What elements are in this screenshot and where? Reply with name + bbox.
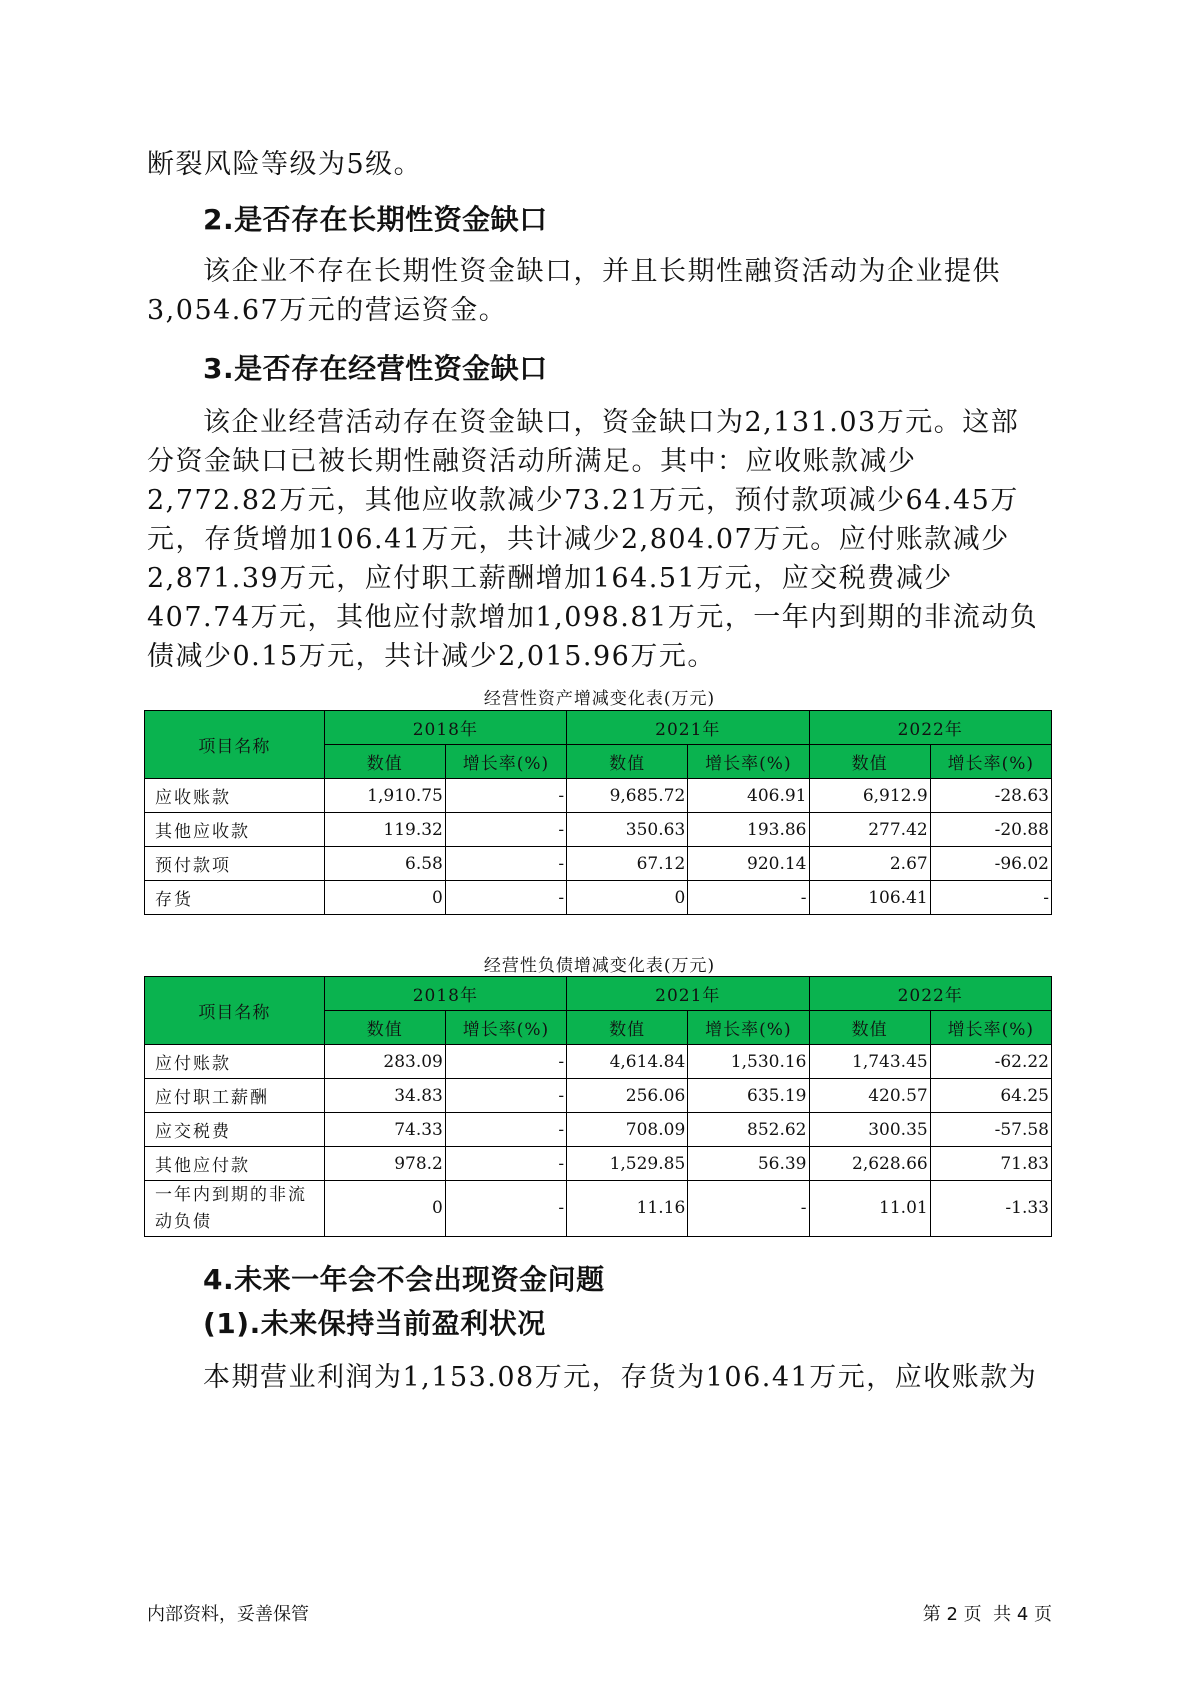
- header-value: 数值: [324, 1011, 445, 1045]
- row-item-name: 应收账款: [145, 779, 325, 813]
- footer-confidential-note: 内部资料，妥善保管: [147, 1604, 309, 1625]
- header-value: 数值: [567, 745, 688, 779]
- operating-assets-table: [144, 710, 1052, 915]
- cell-growth-rate: 193.86: [688, 813, 809, 847]
- row-item-name: 应付职工薪酬: [145, 1079, 325, 1113]
- cell-growth-rate: -: [445, 1147, 566, 1181]
- cell-growth-rate: -: [930, 881, 1051, 915]
- header-value: 数值: [809, 745, 930, 779]
- header-year-2021: 2021年: [567, 977, 809, 1011]
- cell-growth-rate: -: [445, 1113, 566, 1147]
- header-growth: 增长率(%): [930, 1011, 1051, 1045]
- cell-growth-rate: 406.91: [688, 779, 809, 813]
- cell-growth-rate: -20.88: [930, 813, 1051, 847]
- row-item-name: 其他应付款: [145, 1147, 325, 1181]
- cell-growth-rate: 635.19: [688, 1079, 809, 1113]
- header-year-2018: 2018年: [324, 711, 566, 745]
- cell-value: 0: [324, 881, 445, 915]
- table-row: [145, 1181, 1052, 1237]
- cell-value: 2.67: [809, 847, 930, 881]
- header-value: 数值: [809, 1011, 930, 1045]
- cell-value: 34.83: [324, 1079, 445, 1113]
- header-value: 数值: [567, 1011, 688, 1045]
- row-item-name: 其他应收款: [145, 813, 325, 847]
- table-row: [145, 1045, 1052, 1079]
- cell-value: 256.06: [567, 1079, 688, 1113]
- table-header-row: [145, 977, 1052, 1011]
- header-growth: 增长率(%): [688, 1011, 809, 1045]
- cell-growth-rate: -: [445, 1181, 566, 1237]
- table-row: [145, 813, 1052, 847]
- cell-value: 283.09: [324, 1045, 445, 1079]
- table-row: [145, 847, 1052, 881]
- cell-value: 106.41: [809, 881, 930, 915]
- cell-growth-rate: -1.33: [930, 1181, 1051, 1237]
- header-growth: 增长率(%): [688, 745, 809, 779]
- row-item-name: 应交税费: [145, 1113, 325, 1147]
- paragraph-operating-gap: 该企业经营活动存在资金缺口，资金缺口为2,131.03万元。这部分资金缺口已被长期性融资活动所满足。其中：应收账款减少2,772.82万元，其他应收款减少73.21万元，预付款项减少64.45万元，存货增加106.41万元，共计减少2,804.07万元。应付账款减少2,871.39万元，应付职工薪酬增加164.51万元，应交税费减少407.74万元，其他应付款增加1,098.81万元，一年内到期的非流动负债减少0.15万元，共计减少2,015.96万元。: [147, 407, 1039, 672]
- cell-value: 9,685.72: [567, 779, 688, 813]
- paragraph-operating-profit: 本期营业利润为1,153.08万元，存货为106.41万元，应收账款为: [203, 1362, 1038, 1393]
- cell-value: 6,912.9: [809, 779, 930, 813]
- table-caption-assets: 经营性资产增减变化表(万元): [483, 689, 716, 709]
- cell-growth-rate: -62.22: [930, 1045, 1051, 1079]
- heading-next-year-funding: 4.未来一年会不会出现资金问题: [203, 1263, 605, 1296]
- header-year-2022: 2022年: [809, 711, 1052, 745]
- cell-growth-rate: -: [688, 881, 809, 915]
- cell-growth-rate: -: [445, 847, 566, 881]
- cell-growth-rate: -: [445, 813, 566, 847]
- cell-growth-rate: 852.62: [688, 1113, 809, 1147]
- header-value: 数值: [324, 745, 445, 779]
- cell-growth-rate: 920.14: [688, 847, 809, 881]
- table-row: [145, 1113, 1052, 1147]
- cell-value: 0: [324, 1181, 445, 1237]
- cell-growth-rate: -57.58: [930, 1113, 1051, 1147]
- cell-growth-rate: -: [688, 1181, 809, 1237]
- paragraph-risk-level: 断裂风险等级为5级。: [147, 149, 423, 180]
- table-row: [145, 779, 1052, 813]
- table-row: [145, 881, 1052, 915]
- cell-value: 1,910.75: [324, 779, 445, 813]
- operating-liabilities-table: [144, 976, 1052, 1237]
- header-growth: 增长率(%): [930, 745, 1051, 779]
- cell-growth-rate: 56.39: [688, 1147, 809, 1181]
- cell-growth-rate: 64.25: [930, 1079, 1051, 1113]
- table-row: [145, 1079, 1052, 1113]
- cell-value: 420.57: [809, 1079, 930, 1113]
- cell-value: 0: [567, 881, 688, 915]
- cell-growth-rate: -: [445, 881, 566, 915]
- cell-value: 6.58: [324, 847, 445, 881]
- row-item-name: 一年内到期的非流动负债: [145, 1181, 325, 1237]
- cell-growth-rate: -: [445, 1045, 566, 1079]
- cell-value: 4,614.84: [567, 1045, 688, 1079]
- cell-value: 708.09: [567, 1113, 688, 1147]
- row-item-name: 预付款项: [145, 847, 325, 881]
- footer-page-number: 第 2 页 共 4 页: [922, 1604, 1052, 1625]
- header-year-2022: 2022年: [809, 977, 1052, 1011]
- cell-value: 300.35: [809, 1113, 930, 1147]
- heading-long-term-gap: 2.是否存在长期性资金缺口: [203, 203, 548, 236]
- heading-operating-gap: 3.是否存在经营性资金缺口: [203, 352, 548, 385]
- cell-value: 277.42: [809, 813, 930, 847]
- cell-value: 1,743.45: [809, 1045, 930, 1079]
- cell-growth-rate: -: [445, 1079, 566, 1113]
- header-year-2021: 2021年: [567, 711, 809, 745]
- cell-growth-rate: 1,530.16: [688, 1045, 809, 1079]
- header-growth: 增长率(%): [445, 745, 566, 779]
- table-caption-liabilities: 经营性负债增减变化表(万元): [483, 956, 716, 976]
- cell-value: 11.16: [567, 1181, 688, 1237]
- table-header-row: [145, 711, 1052, 745]
- header-year-2018: 2018年: [324, 977, 566, 1011]
- cell-growth-rate: -96.02: [930, 847, 1051, 881]
- header-item-name: 项目名称: [145, 711, 325, 779]
- header-growth: 增长率(%): [445, 1011, 566, 1045]
- cell-value: 119.32: [324, 813, 445, 847]
- header-item-name: 项目名称: [145, 977, 325, 1045]
- cell-growth-rate: -28.63: [930, 779, 1051, 813]
- row-item-name: 存货: [145, 881, 325, 915]
- row-item-name: 应付账款: [145, 1045, 325, 1079]
- cell-value: 74.33: [324, 1113, 445, 1147]
- cell-value: 11.01: [809, 1181, 930, 1237]
- cell-value: 978.2: [324, 1147, 445, 1181]
- cell-growth-rate: -: [445, 779, 566, 813]
- cell-value: 350.63: [567, 813, 688, 847]
- cell-value: 1,529.85: [567, 1147, 688, 1181]
- cell-growth-rate: 71.83: [930, 1147, 1051, 1181]
- table-row: [145, 1147, 1052, 1181]
- cell-value: 67.12: [567, 847, 688, 881]
- heading-maintain-profit: (1).未来保持当前盈利状况: [203, 1307, 546, 1340]
- paragraph-long-term-gap: 该企业不存在长期性资金缺口，并且长期性融资活动为企业提供3,054.67万元的营运资金。: [147, 256, 1001, 326]
- cell-value: 2,628.66: [809, 1147, 930, 1181]
